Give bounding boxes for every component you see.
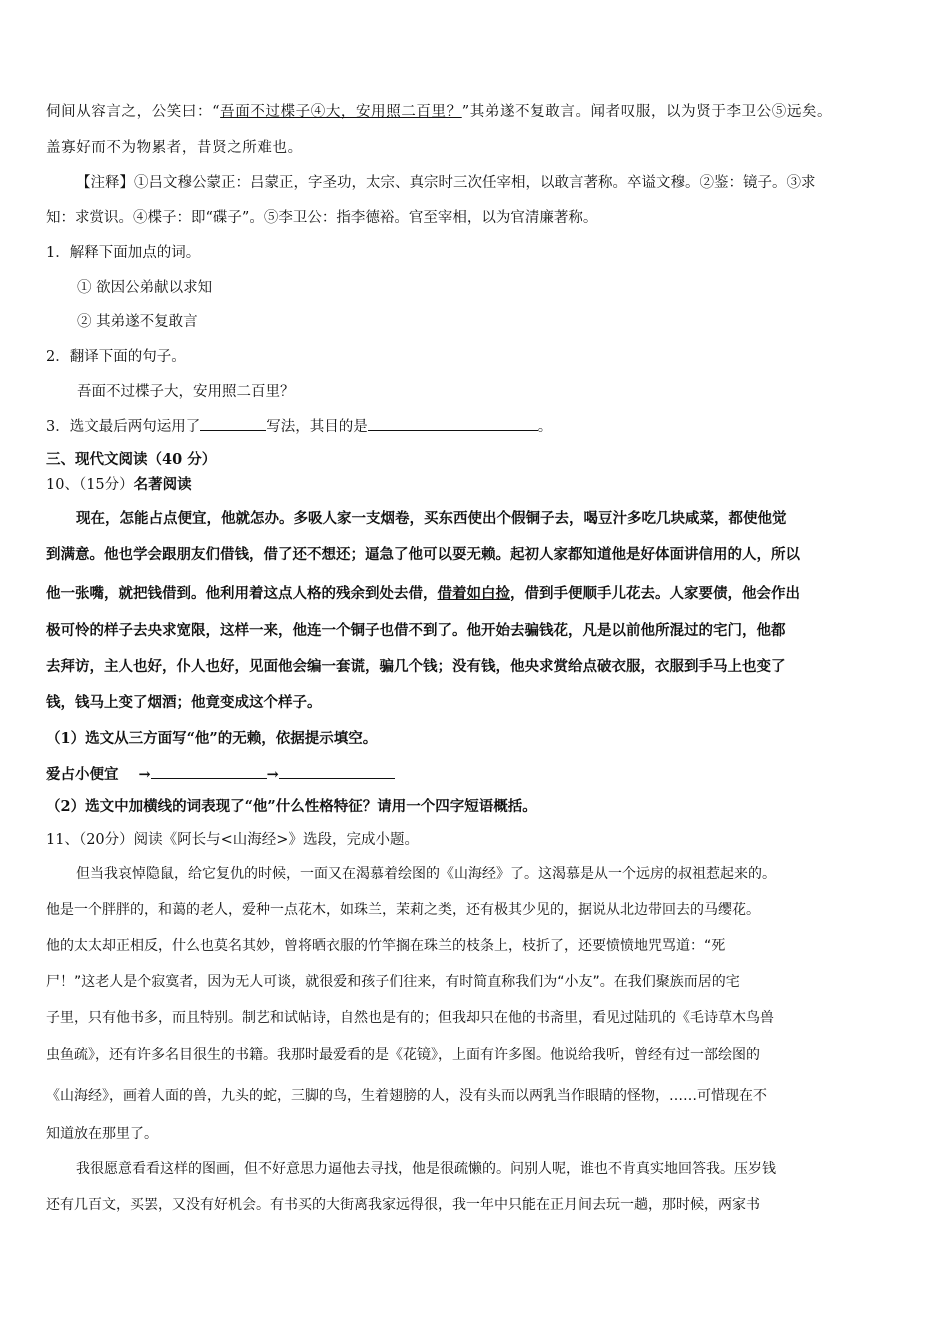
fill-prompt: 爱占小便宜 — [46, 766, 119, 783]
passage1-line-1 — [46, 102, 911, 122]
passage2-text: 他一张嘴，就把钱借到。他利用着这点人格的残余到处去借， — [46, 585, 438, 602]
question-10-heading — [46, 475, 911, 495]
passage2-line-4: 极可怜的样子去央求宽限，这样一来，他连一个铜子也借不到了。他开始去骗钱花，凡是以前他所混过的宅门，他都 — [46, 622, 786, 639]
passage3-line-5: 子里，只有他书多，而且特别。制艺和试帖诗，自然也是有的；但我却只在他的书斋里，看见过陆玑的《毛诗草木鸟兽 — [46, 1010, 774, 1026]
section-heading: 三、现代文阅读（40 分） — [46, 451, 217, 468]
passage3-line-3: 他的太太却正相反，什么也莫名其妙，曾将晒衣服的竹竿搁在珠兰的枝条上，枝折了，还要愤愤地咒骂道：“死 — [46, 938, 726, 954]
passage2-text: ，借到手便顺手儿花去。人家要债，他会作出 — [510, 585, 800, 602]
question-10-1-fill — [46, 764, 911, 785]
arrow-icon: → — [138, 766, 151, 783]
arrow-icon: → — [266, 766, 279, 783]
question-1-item-a: ① 欲因公弟献以求知 — [77, 280, 213, 296]
passage3-line-2: 他是一个胖胖的，和蔼的老人，爱种一点花木，如珠兰，茉莉之类，还有极其少见的，据说从北边带回去的马缨花。 — [46, 902, 760, 918]
passage2-line-3 — [46, 584, 911, 604]
question-1: 1．解释下面加点的词。 — [46, 245, 201, 261]
passage1-line-2: 盖寡好而不为物累者，昔贤之所难也。 — [46, 140, 303, 156]
answer-blank[interactable] — [279, 764, 395, 779]
passage2-line-1: 现在，怎能占点便宜，他就怎办。多吸人家一支烟卷，买东西使出个假铜子去，喝豆汁多吃几块咸菜，都使他觉 — [76, 510, 787, 527]
question-10-1: （1）选文从三方面写“他”的无赖，依据提示填空。 — [46, 730, 378, 747]
underlined-quote: 吾面不过楪子④大，安用照二百里？ — [220, 104, 462, 120]
question-10-label: 10、（15分） — [46, 477, 134, 493]
question-3 — [46, 416, 911, 437]
question-1-item-b: ② 其弟遂不复敢言 — [77, 314, 198, 330]
question-2-sentence: 吾面不过楪子大，安用照二百里？ — [77, 384, 295, 400]
passage3-line-1: 但当我哀悼隐鼠，给它复仇的时候，一面又在渴慕着绘图的《山海经》了。这渴慕是从一个远房的叔祖惹起来的。 — [76, 866, 776, 882]
answer-blank[interactable] — [368, 416, 538, 431]
question-3-text: 。 — [537, 419, 553, 435]
note-line-1: 【注释】①吕文穆公蒙正：吕蒙正，字圣功，太宗、真宗时三次任宰相，以敢言著称。卒谥文穆。②鉴：镜子。③求 — [76, 175, 816, 191]
question-10-2: （2）选文中加横线的词表现了“他”什么性格特征？请用一个四字短语概括。 — [46, 798, 537, 815]
question-3-text: 写法，其目的是 — [266, 419, 368, 435]
question-11-heading: 11、（20分）阅读《阿长与<山海经>》选段，完成小题。 — [46, 832, 419, 848]
question-3-text: 3．选文最后两句运用了 — [46, 419, 201, 435]
passage3-line-4: 尸！”这老人是个寂寞者，因为无人可谈，就很爱和孩子们往来，有时简直称我们为“小友”。在我们聚族而居的宅 — [46, 974, 740, 990]
question-2: 2．翻译下面的句子。 — [46, 349, 186, 365]
underlined-phrase: 借着如白捡 — [437, 585, 510, 602]
passage3-line-9: 我很愿意看看这样的图画，但不好意思力逼他去寻找，他是很疏懒的。问别人呢，谁也不肯真实地回答我。压岁钱 — [76, 1161, 776, 1177]
answer-blank[interactable] — [151, 764, 267, 779]
answer-blank[interactable] — [200, 416, 266, 431]
note-line-2: 知：求赏识。④楪子：即“碟子”。⑤李卫公：指李德裕。官至宰相，以为官清廉著称。 — [46, 210, 598, 226]
passage3-line-10: 还有几百文，买罢，又没有好机会。有书买的大街离我家远得很，我一年中只能在正月间去玩一趟，那时候，两家书 — [46, 1197, 760, 1213]
passage3-line-8: 知道放在那里了。 — [46, 1126, 158, 1142]
passage2-line-2: 到满意。他也学会跟朋友们借钱，借了还不想还；逼急了他可以耍无赖。起初人家都知道他是好体面讲信用的人，所以 — [46, 546, 800, 563]
passage3-line-6: 虫鱼疏》，还有许多名目很生的书籍。我那时最爱看的是《花镜》，上面有许多图。他说给我听，曾经有过一部绘图的 — [46, 1047, 760, 1063]
passage3-line-7: 《山海经》，画着人面的兽，九头的蛇，三脚的鸟，生着翅膀的人，没有头而以两乳当作眼睛的怪物，……可惜现在不 — [46, 1088, 767, 1104]
passage2-line-6: 钱，钱马上变了烟酒；他竟变成这个样子。 — [46, 694, 322, 711]
passage1-text: 伺间从容言之，公笑曰：“ — [46, 104, 221, 120]
passage2-line-5: 去拜访，主人也好，仆人也好，见面他会编一套谎，骗几个钱；没有钱，他央求赏给点破衣服，衣服到手马上也变了 — [46, 658, 786, 675]
question-10-title: 名著阅读 — [133, 476, 192, 493]
passage1-text: ”其弟遂不复敢言。闻者叹服，以为贤于李卫公⑤远矣。 — [461, 104, 833, 120]
